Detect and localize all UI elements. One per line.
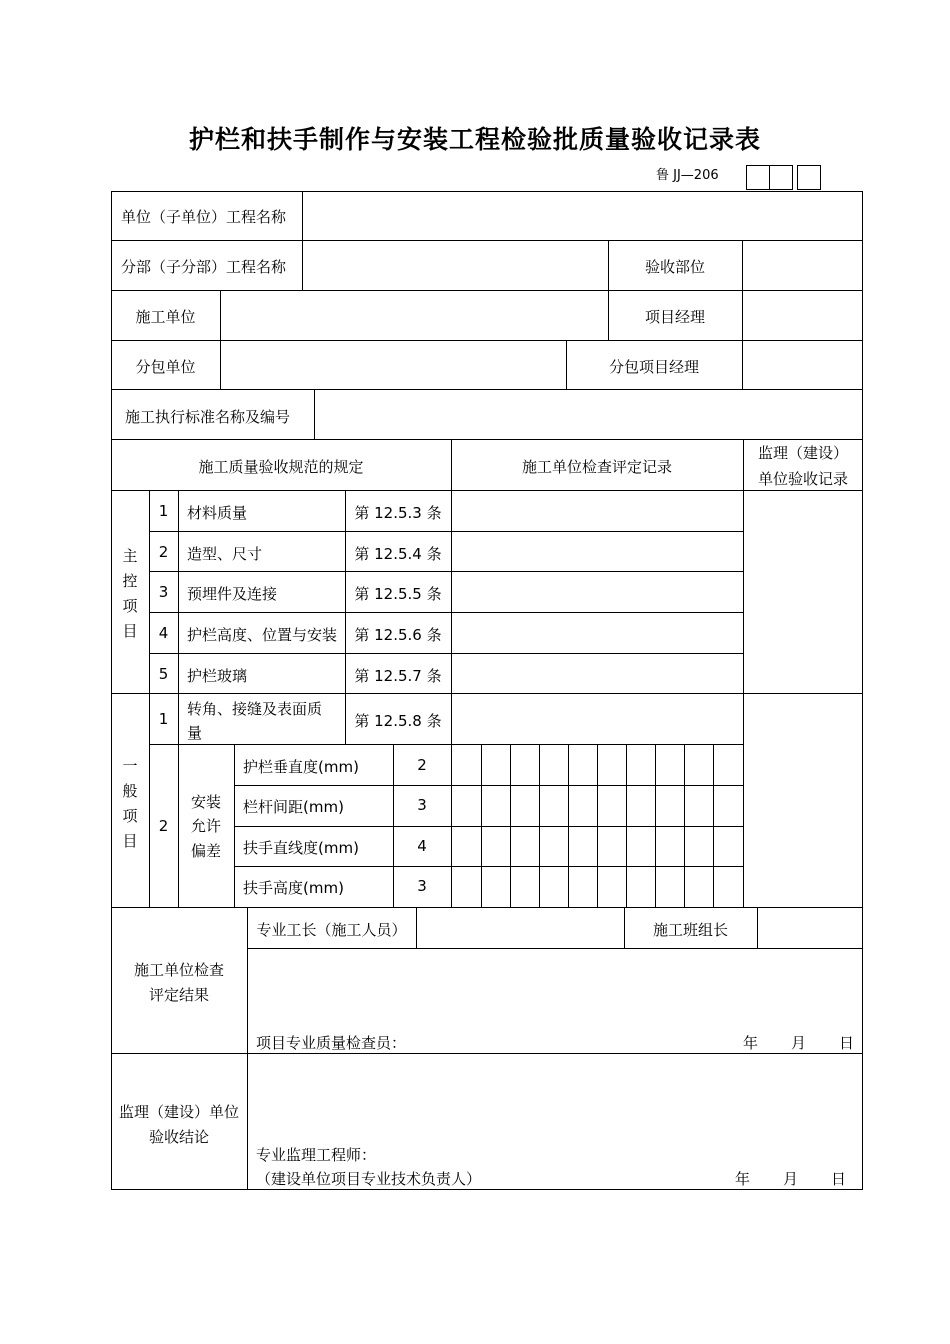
general-items-label-char: 般 (122, 782, 138, 800)
code-box-2[interactable] (769, 165, 793, 190)
construction-date-day: 日 (839, 1034, 855, 1052)
inspection-form (111, 191, 863, 1190)
general-items-label-char: 一 (122, 757, 138, 775)
subcontract-manager-label: 分包项目经理 (608, 358, 699, 376)
main-item-clause: 第 12.5.3 条 (354, 504, 442, 522)
supervisor-column-header-line2: 单位验收记录 (757, 470, 848, 488)
main-item-clause: 第 12.5.5 条 (354, 585, 442, 603)
acceptance-part-label: 验收部位 (644, 258, 705, 276)
supervisor-column-header-line1: 监理（建设） (757, 444, 848, 462)
general-item-name-line1: 转角、接缝及表面质 (187, 700, 323, 718)
foreman-label: 专业工长（施工人员） (256, 921, 407, 939)
tolerance-item-name: 栏杆间距(mm) (243, 798, 344, 816)
general-items-label-char: 目 (122, 832, 138, 850)
tolerance-group-label: 安装 (190, 793, 221, 811)
tolerance-item-value: 3 (417, 877, 427, 895)
construction-unit-label: 施工单位 (135, 308, 196, 326)
main-items-label-char: 控 (122, 572, 138, 590)
tolerance-item-value: 4 (417, 837, 427, 855)
main-item-name: 护栏玻璃 (187, 667, 248, 685)
supervision-result-label-line1: 监理（建设）单位 (118, 1103, 239, 1121)
team-leader-label: 施工班组长 (652, 921, 728, 939)
main-item-no: 1 (158, 502, 169, 520)
tolerance-item-name: 扶手直线度(mm) (243, 839, 359, 857)
construction-result-label-line2: 评定结果 (148, 986, 209, 1004)
owner-representative-label: （建设单位项目专业技术负责人） (256, 1170, 482, 1188)
main-item-no: 5 (158, 665, 169, 683)
main-item-no: 3 (158, 583, 169, 601)
main-item-name: 护栏高度、位置与安装 (187, 626, 338, 644)
main-item-name: 材料质量 (187, 504, 248, 522)
unit-project-name-label: 单位（子单位）工程名称 (121, 208, 287, 226)
construction-date-month: 月 (791, 1034, 807, 1052)
supervising-engineer-label: 专业监理工程师： (256, 1146, 377, 1164)
tolerance-item-value: 3 (417, 796, 427, 814)
main-item-no: 4 (158, 624, 169, 642)
code-box-3[interactable] (797, 165, 821, 190)
sub-project-name-label: 分部（子分部）工程名称 (121, 258, 287, 276)
tolerance-group-label: 偏差 (190, 842, 221, 860)
main-item-name: 造型、尺寸 (187, 545, 263, 563)
supervision-date-month: 月 (783, 1170, 799, 1188)
general-item-clause: 第 12.5.8 条 (354, 712, 442, 730)
main-item-clause: 第 12.5.4 条 (354, 545, 442, 563)
main-items-label-char: 目 (122, 622, 138, 640)
main-item-name: 预埋件及连接 (187, 585, 278, 603)
form-code: 鲁 JJ—206 (656, 168, 719, 183)
check-record-column-header: 施工单位检查评定记录 (521, 458, 672, 476)
supervision-result-label-line2: 验收结论 (148, 1128, 209, 1146)
construction-result-label-line1: 施工单位检查 (133, 961, 224, 979)
main-items-label-char: 项 (122, 597, 138, 615)
tolerance-group-label: 允许 (190, 817, 221, 835)
subcontract-unit-label: 分包单位 (135, 358, 196, 376)
main-item-clause: 第 12.5.7 条 (354, 667, 442, 685)
project-manager-label: 项目经理 (644, 308, 705, 326)
page-title: 护栏和扶手制作与安装工程检验批质量验收记录表 (188, 125, 761, 154)
main-items-label-char: 主 (122, 547, 138, 565)
supervision-date-year: 年 (735, 1170, 751, 1188)
general-item-no: 1 (158, 710, 169, 728)
general-item-no: 2 (158, 817, 169, 835)
tolerance-item-name: 护栏垂直度(mm) (243, 758, 359, 776)
spec-column-header: 施工质量验收规范的规定 (198, 458, 364, 476)
main-item-no: 2 (158, 543, 169, 561)
general-item-name-line2: 量 (187, 724, 203, 742)
main-item-clause: 第 12.5.6 条 (354, 626, 442, 644)
tolerance-item-value: 2 (417, 756, 427, 774)
code-box-1[interactable] (746, 165, 770, 190)
construction-date-year: 年 (743, 1034, 759, 1052)
inspector-signature-label: 项目专业质量检查员： (256, 1034, 407, 1052)
supervision-date-day: 日 (831, 1170, 847, 1188)
general-items-label-char: 项 (122, 807, 138, 825)
tolerance-item-name: 扶手高度(mm) (243, 879, 344, 897)
standard-name-label: 施工执行标准名称及编号 (125, 408, 291, 426)
